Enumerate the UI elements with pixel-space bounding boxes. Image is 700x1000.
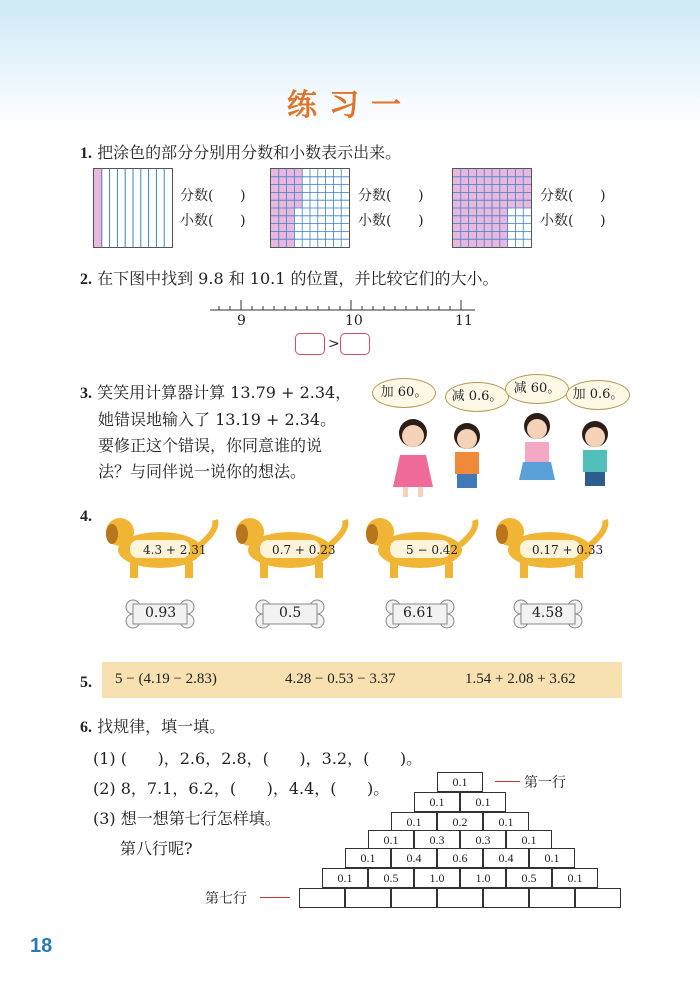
pyramid-blank-cell[interactable]	[345, 888, 391, 908]
pyramid-cell: 0.4	[483, 848, 529, 868]
question-1	[80, 140, 401, 163]
pyramid-row-6	[322, 868, 598, 888]
question-number: 3.	[80, 385, 92, 402]
question-2	[80, 266, 499, 289]
boy-illustration	[445, 420, 490, 495]
dog-expression: 4.3 + 2.31	[143, 543, 207, 557]
dog-expression: 0.17 + 0.33	[532, 543, 604, 557]
speech-bubble: 加 0.6。	[566, 380, 630, 410]
question-number: 5.	[80, 674, 92, 691]
pyramid-cell: 0.1	[529, 848, 575, 868]
fraction-blank-2[interactable]: 分数( )	[358, 188, 424, 204]
pyramid-blank-cell[interactable]	[391, 888, 437, 908]
expression: 1.54 + 2.08 + 3.62	[465, 671, 576, 687]
pyramid-blank-cell[interactable]	[437, 888, 483, 908]
pattern-1: (1) ( )，2.6，2.8，( )，3.2，( )。	[93, 749, 423, 768]
expression: 5 − (4.19 − 2.83)	[115, 671, 217, 687]
dog-expression: 0.7 + 0.23	[272, 543, 336, 557]
arrow-icon	[260, 897, 290, 898]
question-line: 她错误地输入了 13.19 + 2.34。	[98, 410, 337, 429]
pyramid-cell: 0.3	[460, 830, 506, 850]
speech-bubble: 加 60。	[372, 378, 436, 408]
pyramid-cell: 0.1	[506, 830, 552, 850]
question-4	[80, 506, 92, 526]
pyramid-cell: 0.2	[437, 812, 483, 832]
pyramid-cell: 0.6	[437, 848, 483, 868]
decimal-blank-1[interactable]: 小数( )	[180, 213, 246, 229]
bone-value: 0.93	[145, 605, 177, 621]
pyramid-row-3	[391, 812, 529, 832]
question-text: 在下图中找到 9.8 和 10.1 的位置，并比较它们的大小。	[97, 269, 499, 288]
question-line: 法？与同伴说一说你的想法。	[98, 462, 307, 481]
pyramid-blank-cell[interactable]	[529, 888, 575, 908]
pyramid-row-2	[414, 792, 506, 812]
page-number: 18	[30, 935, 53, 957]
seventh-row-label: 第七行	[205, 891, 247, 907]
pyramid-cell: 0.1	[368, 830, 414, 850]
tick-label-9: 9	[237, 313, 246, 329]
pyramid-cell: 0.1	[414, 792, 460, 812]
dog-expression: 5 − 0.42	[406, 543, 459, 557]
pyramid-cell: 0.5	[368, 868, 414, 888]
pyramid-blank-cell[interactable]	[299, 888, 345, 908]
pyramid-cell: 1.0	[414, 868, 460, 888]
compare-box-right[interactable]	[340, 333, 370, 355]
pyramid-cell: 1.0	[460, 868, 506, 888]
page-title: 练习一	[287, 88, 413, 123]
question-number: 2.	[80, 271, 92, 288]
hundredths-grid-1	[270, 168, 350, 248]
boy-illustration	[573, 418, 618, 493]
pyramid-cell: 0.1	[345, 848, 391, 868]
first-row-label: 第一行	[524, 775, 566, 791]
question-line: 笑笑用计算器计算 13.79 + 2.34，	[97, 383, 352, 402]
tick-label-11: 11	[455, 313, 473, 329]
pyramid-row-4	[368, 830, 552, 850]
speech-bubble: 减 0.6。	[445, 382, 509, 412]
fraction-blank-1[interactable]: 分数( )	[180, 188, 246, 204]
pyramid-cell: 0.1	[460, 792, 506, 812]
compare-box-left[interactable]	[295, 333, 325, 355]
girl-illustration	[388, 415, 438, 500]
hundredths-grid-2	[452, 168, 532, 248]
pyramid-cell: 0.1	[483, 812, 529, 832]
question-text: 把涂色的部分分别用分数和小数表示出来。	[97, 143, 402, 162]
bone-value: 0.5	[279, 605, 302, 621]
pyramid-row-7	[299, 888, 621, 908]
fraction-blank-3[interactable]: 分数( )	[540, 188, 606, 204]
bone-value: 6.61	[403, 605, 435, 621]
tick-label-10: 10	[345, 313, 363, 329]
pyramid-blank-cell[interactable]	[575, 888, 621, 908]
pattern-3b: 第八行呢?	[120, 839, 193, 858]
question-number: 1.	[80, 145, 92, 162]
tenths-grid	[93, 168, 173, 248]
arrow-icon	[495, 781, 520, 782]
question-6	[80, 714, 225, 737]
pyramid-cell: 0.1	[437, 772, 483, 792]
bone-value: 4.58	[532, 605, 564, 621]
pyramid-row-1	[437, 772, 483, 792]
expression: 4.28 − 0.53 − 3.37	[285, 671, 396, 687]
pattern-2: (2) 8，7.1，6.2，( )，4.4，( )。	[93, 779, 390, 798]
question-3	[80, 380, 351, 485]
speech-bubble: 减 60。	[505, 374, 569, 404]
pyramid-row-5	[345, 848, 575, 868]
question-line: 要修正这个错误，你同意谁的说	[98, 436, 323, 455]
pyramid-cell: 0.5	[506, 868, 552, 888]
question-number: 6.	[80, 719, 92, 736]
pyramid-blank-cell[interactable]	[483, 888, 529, 908]
pyramid-cell: 0.1	[322, 868, 368, 888]
decimal-blank-2[interactable]: 小数( )	[358, 213, 424, 229]
girl-illustration	[515, 410, 560, 490]
pyramid-cell: 0.3	[414, 830, 460, 850]
pyramid-cell: 0.4	[391, 848, 437, 868]
question-text: 找规律，填一填。	[97, 717, 226, 736]
decimal-blank-3[interactable]: 小数( )	[540, 213, 606, 229]
pyramid-cell: 0.1	[391, 812, 437, 832]
question-5	[80, 672, 92, 692]
pattern-3: (3) 想一想第七行怎样填。	[93, 809, 281, 828]
compare-symbol: >	[328, 336, 340, 352]
question-number: 4.	[80, 508, 92, 525]
pyramid-cell: 0.1	[552, 868, 598, 888]
